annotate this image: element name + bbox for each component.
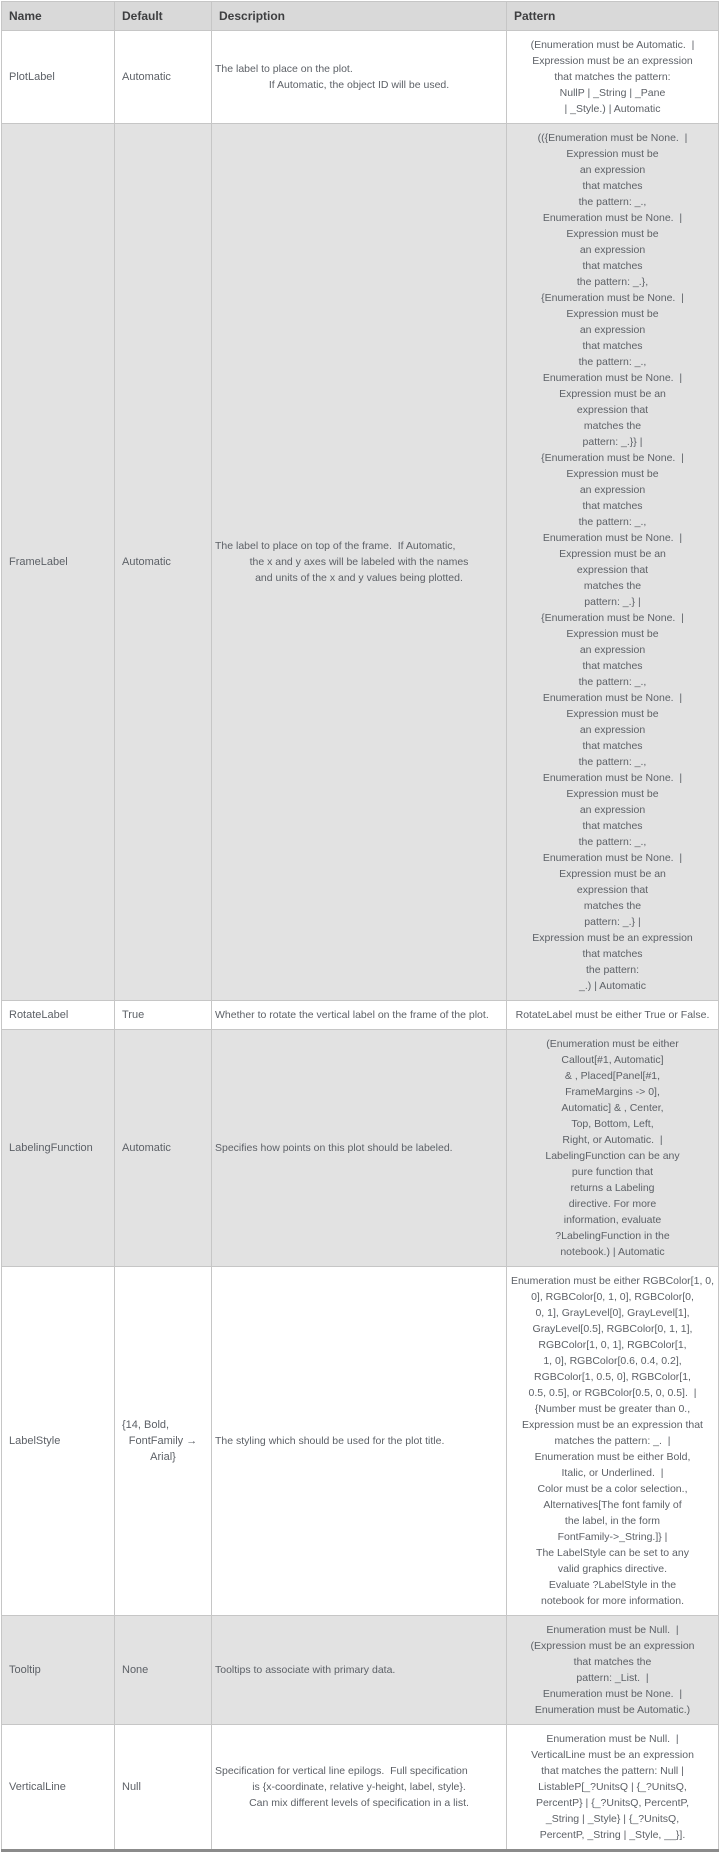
option-pattern-line: Enumeration must be either RGBColor[1, 0, [510,1275,715,1287]
option-name [2,1616,115,1725]
option-pattern-line: ListableP[_?UnitsQ | {_?UnitsQ, [538,1781,687,1793]
option-pattern-line: Enumeration must be Null. | [546,1624,679,1636]
option-pattern [507,1725,719,1851]
option-pattern-line: Enumeration must be None. | [542,692,683,704]
option-pattern-line: (Expression must be an expression [530,1640,695,1652]
column-header-default: Default [115,2,212,31]
option-pattern-line: 0.5, 0.5], or RGBColor[0.5, 0, 0.5]. | [528,1387,697,1399]
option-pattern-line: Expression must be an [559,548,666,560]
option-pattern-line: Callout[#1, Automatic] [561,1054,664,1066]
option-pattern-line: an expression [579,164,646,176]
option-pattern-line: that matches [582,260,643,272]
option-name-text: LabelStyle [9,1435,61,1447]
option-pattern-line: pattern: _List. | [576,1672,649,1684]
option-pattern-line: pattern: _.} | [584,916,641,928]
option-pattern-line: Expression must be an [559,868,666,880]
option-pattern-line: that matches the pattern: Null | [541,1765,684,1777]
option-pattern-line: directive. For more [568,1198,657,1210]
option-pattern-line: Enumeration must be None. | [542,852,683,864]
option-pattern-line: RGBColor[1, 0, 1], RGBColor[1, [538,1339,687,1351]
option-pattern-line: VerticalLine must be an expression [531,1749,694,1761]
option-pattern-line: an expression [579,804,646,816]
option-pattern-line: LabelingFunction can be any [545,1150,680,1162]
option-pattern-line: expression that [576,404,649,416]
header-row [2,2,719,31]
option-default-line: Automatic [122,1142,171,1154]
option-name [2,1030,115,1267]
option-pattern-line: GrayLevel[0.5], RGBColor[0, 1, 1], [532,1323,693,1335]
option-pattern [507,1001,719,1030]
option-pattern-line: Expression must be an expression [532,932,693,944]
option-pattern-line: matches the [583,420,642,432]
option-pattern-line: PercentP, _String | _Style, __}]. [539,1829,686,1841]
column-header-description: Description [212,2,507,31]
option-default-line: FontFamily → [128,1435,198,1447]
option-pattern-line: _String | _Style} | {_?UnitsQ, [545,1813,680,1825]
option-pattern-line: that matches the pattern: [554,71,671,83]
option-name-text: RotateLabel [9,1009,69,1021]
option-pattern-line: an expression [579,724,646,736]
option-pattern-line: that matches [582,500,643,512]
option-default [115,1267,212,1616]
table-row [2,1030,719,1267]
option-pattern-line: Expression must be [566,708,659,720]
option-description-line: Whether to rotate the vertical label on the frame of the plot. [215,1009,489,1021]
option-pattern-line: that matches [582,660,643,672]
options-table [1,1,719,1852]
option-pattern-line: 0, 1], GrayLevel[0], GrayLevel[1], [535,1307,690,1319]
option-description-line: Tooltips to associate with primary data. [215,1664,396,1676]
option-default [115,31,212,124]
option-pattern-line: the pattern: _., [578,756,647,768]
option-pattern-line: & , Placed[Panel[#1, [564,1070,661,1082]
option-name [2,1725,115,1851]
option-default [115,1616,212,1725]
option-pattern-line: the pattern: _., [578,196,647,208]
option-pattern-line: {Enumeration must be None. | [541,452,684,464]
option-description [212,1001,507,1030]
option-default-line: {14, Bold, [122,1419,170,1431]
option-pattern-line: Alternatives[The font family of [543,1499,682,1511]
option-name-text: Tooltip [9,1664,41,1676]
option-pattern-line: the pattern: _., [578,356,647,368]
option-description-line: Specifies how points on this plot should be labeled. [215,1142,453,1154]
option-pattern-line: expression that [576,564,649,576]
option-default [115,1001,212,1030]
option-name [2,1267,115,1616]
option-pattern-line: RGBColor[1, 0.5, 0], RGBColor[1, [534,1371,691,1383]
option-pattern-line: the pattern: _., [578,836,647,848]
option-description [212,1725,507,1851]
option-pattern-line: an expression [579,244,646,256]
option-pattern [507,1267,719,1616]
option-description-line: and units of the x and y values being plotted. [255,572,463,584]
column-header-name: Name [2,2,115,31]
option-pattern-line: The LabelStyle can be set to any [536,1547,689,1559]
option-pattern-line: an expression [579,324,646,336]
option-pattern-line: Automatic] & , Center, [561,1102,664,1114]
option-description-line: The label to place on the plot. [215,63,353,75]
option-description-line: is {x-coordinate, relative y-height, label, style}. [252,1781,466,1793]
option-pattern-line: pattern: _.} | [584,596,641,608]
option-pattern-line: an expression [579,484,646,496]
option-pattern-line: the pattern: _.}, [576,276,649,288]
option-name-text: LabelingFunction [9,1142,93,1154]
option-pattern-line: the label, in the form [564,1515,661,1527]
option-description-line: the x and y axes will be labeled with the names [249,556,469,568]
option-pattern-line: that matches [582,740,643,752]
option-pattern-line: FontFamily->_String.]} | [557,1531,668,1543]
option-pattern-line: PercentP} | {_?UnitsQ, PercentP, [535,1797,690,1809]
option-pattern-line: Expression must be [566,308,659,320]
table-row [2,124,719,1001]
table-row [2,31,719,124]
option-pattern-line: that matches [582,820,643,832]
option-pattern-line: notebook.) | Automatic [560,1246,665,1258]
option-pattern-line: that matches the [573,1656,652,1668]
option-pattern-line: Enumeration must be either Bold, [534,1451,691,1463]
option-pattern-line: 1, 0], RGBColor[0.6, 0.4, 0.2], [543,1355,682,1367]
option-name [2,31,115,124]
option-pattern-line: NullP | _String | _Pane [559,87,666,99]
option-default [115,124,212,1001]
option-default-line: Null [122,1781,141,1793]
option-default [115,1725,212,1851]
option-pattern [507,1030,719,1267]
option-description-line: Specification for vertical line epilogs. Full specification [215,1765,468,1777]
option-pattern-line: pattern: _.}} | [582,436,643,448]
option-pattern-line: information, evaluate [563,1214,662,1226]
option-pattern-line: Expression must be [566,228,659,240]
option-default-line: None [122,1664,149,1676]
option-pattern-line: (Enumeration must be Automatic. | [530,39,695,51]
option-pattern-line: Enumeration must be None. | [542,1688,683,1700]
option-description-line: The styling which should be used for the plot title. [215,1435,445,1447]
option-pattern-line: {Number must be greater than 0., [534,1403,691,1415]
option-pattern-line: the pattern: _., [578,676,647,688]
option-pattern-line: that matches [582,340,643,352]
options-table-body [2,31,719,1851]
option-pattern-line: returns a Labeling [570,1182,655,1194]
option-pattern-line: Expression must be an expression that [522,1419,703,1431]
option-pattern-line: that matches [582,180,643,192]
option-pattern-line: Color must be a color selection., [537,1483,688,1495]
option-pattern-line: Enumeration must be None. | [542,532,683,544]
option-pattern [507,31,719,124]
option-pattern-line: matches the [583,900,642,912]
option-pattern-line: pure function that [571,1166,654,1178]
option-default-line: Automatic [122,71,171,83]
option-pattern [507,124,719,1001]
option-default-line: Automatic [122,556,171,568]
option-pattern-line: Enumeration must be None. | [542,772,683,784]
option-pattern-line: (({Enumeration must be None. | [537,132,688,144]
option-name-text: VerticalLine [9,1781,66,1793]
option-pattern-line: Italic, or Underlined. | [561,1467,664,1479]
option-description [212,124,507,1001]
table-row [2,1725,719,1851]
option-pattern-line: Enumeration must be None. | [542,212,683,224]
option-pattern-line: _.) | Automatic [579,980,646,992]
option-pattern-line: Enumeration must be Null. | [546,1733,679,1745]
option-description-line: If Automatic, the object ID will be used. [268,79,450,91]
option-description [212,1616,507,1725]
option-name [2,124,115,1001]
option-pattern-line: the pattern: [585,964,640,976]
table-row [2,1616,719,1725]
option-pattern-line: {Enumeration must be None. | [541,292,684,304]
option-pattern-line: the pattern: _., [578,516,647,528]
option-pattern-line: 0], RGBColor[0, 1, 0], RGBColor[0, [531,1291,694,1303]
options-table-header [2,2,719,31]
option-pattern-line: that matches [582,948,643,960]
option-pattern-line: FrameMargins -> 0], [565,1086,660,1098]
option-description [212,1267,507,1616]
option-pattern-line: matches the [583,580,642,592]
option-pattern-line: Expression must be [566,148,659,160]
option-pattern-line: ?LabelingFunction in the [555,1230,670,1242]
option-name-text: PlotLabel [9,71,55,83]
option-name [2,1001,115,1030]
table-row [2,1267,719,1616]
option-pattern-line: Enumeration must be None. | [542,372,683,384]
option-description-line: The label to place on top of the frame. If Automatic, [215,540,456,552]
option-default-line: Arial} [150,1451,176,1463]
option-pattern-line: notebook for more information. [541,1595,684,1607]
option-pattern-line: Expression must be [566,468,659,480]
option-pattern-line: an expression [579,644,646,656]
option-description [212,31,507,124]
option-description-line: Can mix different levels of specification in a list. [249,1797,469,1809]
option-pattern-line: expression that [576,884,649,896]
option-name-text: FrameLabel [9,556,68,568]
option-pattern-line: Top, Bottom, Left, [571,1118,654,1130]
option-pattern-line: {Enumeration must be None. | [541,612,684,624]
option-default [115,1030,212,1267]
option-pattern-line: Evaluate ?LabelStyle in the [548,1579,677,1591]
option-pattern-line: Expression must be an expression [532,55,693,67]
option-description [212,1030,507,1267]
option-pattern-line: Enumeration must be Automatic.) [534,1704,691,1716]
table-row [2,1001,719,1030]
option-pattern-line: valid graphics directive. [557,1563,668,1575]
option-pattern-line: Expression must be an [559,388,666,400]
option-pattern-line: (Enumeration must be either [546,1038,679,1050]
column-header-pattern: Pattern [507,2,719,31]
option-pattern-line: Right, or Automatic. | [562,1134,663,1146]
option-default-line: True [122,1009,145,1021]
option-pattern-line: RotateLabel must be either True or False. [515,1009,710,1021]
option-pattern-line: Expression must be [566,788,659,800]
option-pattern [507,1616,719,1725]
option-pattern-line: Expression must be [566,628,659,640]
option-pattern-line: matches the pattern: _. | [554,1435,671,1447]
option-pattern-line: | _Style.) | Automatic [564,103,661,115]
